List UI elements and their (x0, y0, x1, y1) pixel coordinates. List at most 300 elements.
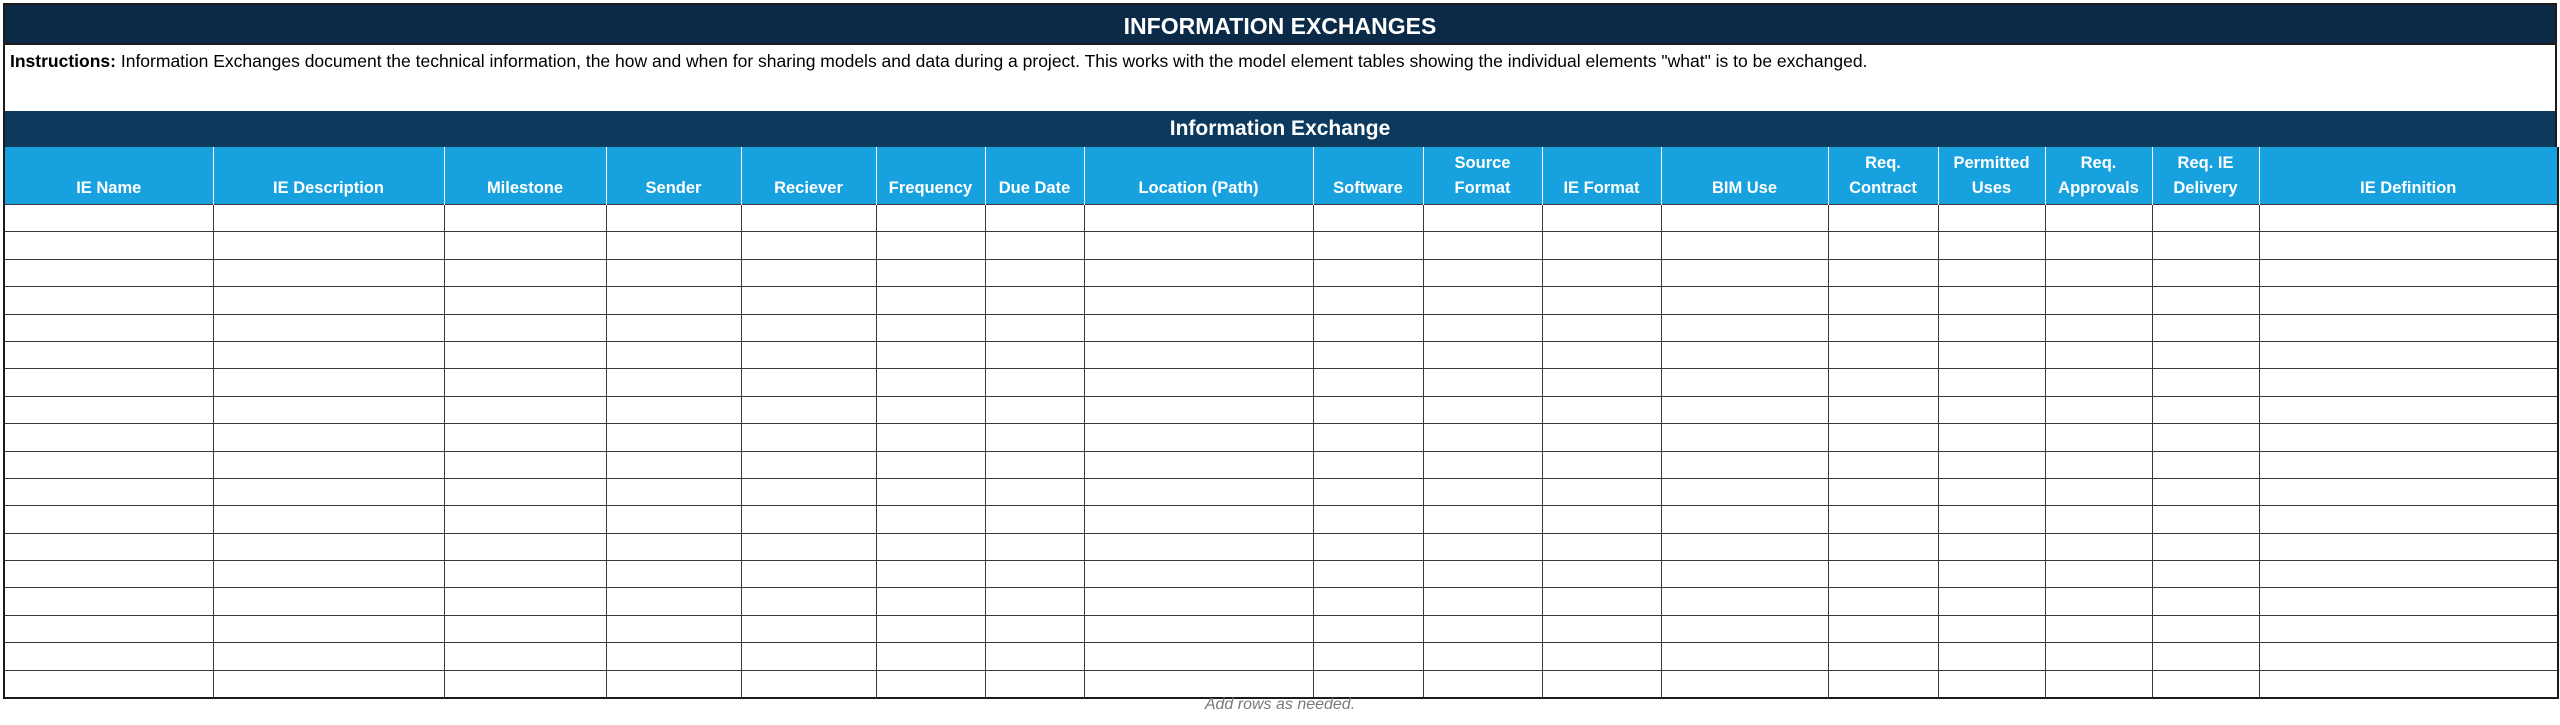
table-cell[interactable] (4, 561, 213, 588)
table-cell[interactable] (1938, 561, 2045, 588)
table-cell[interactable] (985, 424, 1084, 451)
table-cell[interactable] (2152, 369, 2259, 396)
table-cell[interactable] (1313, 561, 1423, 588)
table-cell[interactable] (4, 451, 213, 478)
table-cell[interactable] (606, 259, 741, 286)
table-cell[interactable] (741, 259, 876, 286)
table-cell[interactable] (2045, 205, 2152, 232)
table-cell[interactable] (876, 506, 985, 533)
table-cell[interactable] (4, 424, 213, 451)
table-cell[interactable] (1084, 341, 1313, 368)
table-cell[interactable] (1542, 588, 1661, 615)
table-cell[interactable] (2045, 478, 2152, 505)
table-cell[interactable] (213, 561, 444, 588)
table-cell[interactable] (2045, 424, 2152, 451)
table-cell[interactable] (2045, 232, 2152, 259)
table-cell[interactable] (741, 643, 876, 670)
table-cell[interactable] (2152, 205, 2259, 232)
table-cell[interactable] (876, 588, 985, 615)
table-cell[interactable] (2045, 259, 2152, 286)
table-cell[interactable] (1828, 588, 1938, 615)
table-cell[interactable] (1938, 232, 2045, 259)
table-cell[interactable] (1938, 341, 2045, 368)
table-cell[interactable] (985, 670, 1084, 698)
table-cell[interactable] (876, 232, 985, 259)
table-cell[interactable] (1828, 670, 1938, 698)
table-cell[interactable] (1938, 451, 2045, 478)
table-cell[interactable] (1542, 341, 1661, 368)
table-cell[interactable] (444, 314, 606, 341)
table-cell[interactable] (1938, 506, 2045, 533)
table-cell[interactable] (2045, 643, 2152, 670)
table-cell[interactable] (876, 670, 985, 698)
table-cell[interactable] (1313, 287, 1423, 314)
table-cell[interactable] (1661, 396, 1828, 423)
table-cell[interactable] (2259, 506, 2558, 533)
table-cell[interactable] (2045, 314, 2152, 341)
table-cell[interactable] (1661, 341, 1828, 368)
table-cell[interactable] (2045, 506, 2152, 533)
table-cell[interactable] (2152, 341, 2259, 368)
table-cell[interactable] (1661, 369, 1828, 396)
table-cell[interactable] (213, 478, 444, 505)
table-cell[interactable] (213, 341, 444, 368)
table-cell[interactable] (1084, 506, 1313, 533)
table-cell[interactable] (606, 287, 741, 314)
table-cell[interactable] (213, 396, 444, 423)
table-cell[interactable] (985, 341, 1084, 368)
table-cell[interactable] (1423, 287, 1542, 314)
table-cell[interactable] (985, 588, 1084, 615)
table-cell[interactable] (1423, 478, 1542, 505)
table-cell[interactable] (444, 287, 606, 314)
table-cell[interactable] (1938, 615, 2045, 642)
table-cell[interactable] (213, 314, 444, 341)
table-cell[interactable] (213, 259, 444, 286)
table-cell[interactable] (1542, 314, 1661, 341)
table-cell[interactable] (741, 314, 876, 341)
table-cell[interactable] (213, 670, 444, 698)
table-cell[interactable] (1661, 314, 1828, 341)
table-cell[interactable] (4, 287, 213, 314)
table-cell[interactable] (2152, 314, 2259, 341)
table-cell[interactable] (213, 424, 444, 451)
table-cell[interactable] (2152, 588, 2259, 615)
table-cell[interactable] (606, 424, 741, 451)
table-cell[interactable] (1542, 478, 1661, 505)
table-cell[interactable] (1084, 424, 1313, 451)
table-cell[interactable] (741, 615, 876, 642)
table-cell[interactable] (985, 561, 1084, 588)
table-cell[interactable] (2045, 561, 2152, 588)
table-cell[interactable] (213, 232, 444, 259)
table-cell[interactable] (444, 369, 606, 396)
table-cell[interactable] (1938, 643, 2045, 670)
table-cell[interactable] (985, 615, 1084, 642)
table-cell[interactable] (1084, 287, 1313, 314)
table-cell[interactable] (2152, 506, 2259, 533)
table-cell[interactable] (1938, 478, 2045, 505)
table-cell[interactable] (741, 205, 876, 232)
table-cell[interactable] (2045, 615, 2152, 642)
table-cell[interactable] (2152, 424, 2259, 451)
table-cell[interactable] (606, 232, 741, 259)
table-cell[interactable] (1542, 232, 1661, 259)
table-cell[interactable] (2259, 369, 2558, 396)
table-cell[interactable] (1084, 615, 1313, 642)
table-cell[interactable] (1938, 670, 2045, 698)
table-cell[interactable] (606, 451, 741, 478)
table-cell[interactable] (741, 533, 876, 560)
table-cell[interactable] (1423, 643, 1542, 670)
table-cell[interactable] (1542, 369, 1661, 396)
table-cell[interactable] (1661, 287, 1828, 314)
table-cell[interactable] (985, 259, 1084, 286)
table-cell[interactable] (213, 506, 444, 533)
table-cell[interactable] (606, 588, 741, 615)
table-cell[interactable] (1661, 643, 1828, 670)
table-cell[interactable] (2045, 670, 2152, 698)
table-cell[interactable] (1828, 341, 1938, 368)
table-cell[interactable] (876, 259, 985, 286)
table-cell[interactable] (2259, 341, 2558, 368)
table-cell[interactable] (2259, 424, 2558, 451)
table-cell[interactable] (4, 314, 213, 341)
table-cell[interactable] (1084, 451, 1313, 478)
table-cell[interactable] (2259, 205, 2558, 232)
table-cell[interactable] (4, 232, 213, 259)
table-cell[interactable] (213, 287, 444, 314)
table-cell[interactable] (1084, 259, 1313, 286)
table-cell[interactable] (985, 396, 1084, 423)
table-cell[interactable] (1828, 424, 1938, 451)
table-cell[interactable] (1661, 451, 1828, 478)
table-cell[interactable] (1313, 643, 1423, 670)
table-cell[interactable] (4, 670, 213, 698)
table-cell[interactable] (876, 341, 985, 368)
table-cell[interactable] (4, 643, 213, 670)
table-cell[interactable] (2259, 259, 2558, 286)
table-cell[interactable] (1828, 232, 1938, 259)
table-cell[interactable] (606, 314, 741, 341)
table-cell[interactable] (1313, 341, 1423, 368)
table-cell[interactable] (1542, 287, 1661, 314)
table-cell[interactable] (444, 205, 606, 232)
table-cell[interactable] (606, 643, 741, 670)
table-cell[interactable] (876, 451, 985, 478)
table-cell[interactable] (213, 615, 444, 642)
table-cell[interactable] (444, 232, 606, 259)
table-cell[interactable] (876, 643, 985, 670)
table-cell[interactable] (2152, 232, 2259, 259)
table-cell[interactable] (444, 643, 606, 670)
table-cell[interactable] (2259, 615, 2558, 642)
table-cell[interactable] (1313, 314, 1423, 341)
table-cell[interactable] (1542, 424, 1661, 451)
table-cell[interactable] (2045, 396, 2152, 423)
table-cell[interactable] (876, 369, 985, 396)
table-cell[interactable] (1423, 533, 1542, 560)
table-cell[interactable] (1084, 561, 1313, 588)
table-cell[interactable] (2045, 341, 2152, 368)
table-cell[interactable] (2152, 287, 2259, 314)
table-cell[interactable] (1828, 506, 1938, 533)
table-cell[interactable] (606, 670, 741, 698)
table-cell[interactable] (4, 588, 213, 615)
table-cell[interactable] (2152, 533, 2259, 560)
table-cell[interactable] (2259, 478, 2558, 505)
table-cell[interactable] (1423, 205, 1542, 232)
table-cell[interactable] (2045, 451, 2152, 478)
table-cell[interactable] (1084, 533, 1313, 560)
table-cell[interactable] (606, 205, 741, 232)
table-cell[interactable] (1542, 259, 1661, 286)
table-cell[interactable] (444, 259, 606, 286)
table-cell[interactable] (1084, 369, 1313, 396)
table-cell[interactable] (1938, 396, 2045, 423)
table-cell[interactable] (1828, 451, 1938, 478)
table-cell[interactable] (1084, 396, 1313, 423)
table-cell[interactable] (741, 478, 876, 505)
table-cell[interactable] (1828, 205, 1938, 232)
table-cell[interactable] (985, 287, 1084, 314)
table-cell[interactable] (2259, 451, 2558, 478)
table-cell[interactable] (606, 615, 741, 642)
table-cell[interactable] (2259, 396, 2558, 423)
table-cell[interactable] (876, 205, 985, 232)
table-cell[interactable] (1423, 232, 1542, 259)
table-cell[interactable] (1542, 506, 1661, 533)
table-cell[interactable] (1542, 451, 1661, 478)
table-cell[interactable] (985, 533, 1084, 560)
table-cell[interactable] (444, 396, 606, 423)
table-cell[interactable] (4, 533, 213, 560)
table-cell[interactable] (2259, 588, 2558, 615)
table-cell[interactable] (444, 478, 606, 505)
table-cell[interactable] (606, 396, 741, 423)
table-cell[interactable] (1938, 533, 2045, 560)
table-cell[interactable] (741, 396, 876, 423)
table-cell[interactable] (1661, 205, 1828, 232)
table-cell[interactable] (1313, 232, 1423, 259)
table-cell[interactable] (2259, 232, 2558, 259)
table-cell[interactable] (2259, 533, 2558, 560)
table-cell[interactable] (213, 533, 444, 560)
table-cell[interactable] (1542, 533, 1661, 560)
table-cell[interactable] (1542, 396, 1661, 423)
table-cell[interactable] (985, 478, 1084, 505)
table-cell[interactable] (1661, 478, 1828, 505)
table-cell[interactable] (4, 396, 213, 423)
table-cell[interactable] (985, 451, 1084, 478)
table-cell[interactable] (1313, 451, 1423, 478)
table-cell[interactable] (606, 478, 741, 505)
table-cell[interactable] (1313, 205, 1423, 232)
table-cell[interactable] (985, 506, 1084, 533)
table-cell[interactable] (876, 287, 985, 314)
table-cell[interactable] (2152, 643, 2259, 670)
table-cell[interactable] (741, 506, 876, 533)
table-cell[interactable] (444, 506, 606, 533)
table-cell[interactable] (213, 205, 444, 232)
table-cell[interactable] (4, 615, 213, 642)
table-cell[interactable] (741, 451, 876, 478)
table-cell[interactable] (876, 615, 985, 642)
table-cell[interactable] (2259, 643, 2558, 670)
table-cell[interactable] (606, 341, 741, 368)
table-cell[interactable] (876, 561, 985, 588)
table-cell[interactable] (1542, 643, 1661, 670)
table-cell[interactable] (1313, 424, 1423, 451)
table-cell[interactable] (444, 561, 606, 588)
table-cell[interactable] (1938, 259, 2045, 286)
table-cell[interactable] (876, 478, 985, 505)
table-cell[interactable] (1828, 643, 1938, 670)
table-cell[interactable] (1661, 506, 1828, 533)
table-cell[interactable] (2152, 451, 2259, 478)
table-cell[interactable] (741, 670, 876, 698)
table-cell[interactable] (1423, 615, 1542, 642)
table-cell[interactable] (1661, 533, 1828, 560)
table-cell[interactable] (876, 396, 985, 423)
table-cell[interactable] (741, 287, 876, 314)
table-cell[interactable] (606, 506, 741, 533)
table-cell[interactable] (606, 561, 741, 588)
table-cell[interactable] (1828, 369, 1938, 396)
table-cell[interactable] (2152, 561, 2259, 588)
table-cell[interactable] (1423, 561, 1542, 588)
table-cell[interactable] (1661, 561, 1828, 588)
table-cell[interactable] (444, 451, 606, 478)
table-cell[interactable] (1938, 314, 2045, 341)
table-cell[interactable] (1661, 588, 1828, 615)
table-cell[interactable] (606, 369, 741, 396)
table-cell[interactable] (1313, 533, 1423, 560)
table-cell[interactable] (1313, 369, 1423, 396)
table-cell[interactable] (1661, 670, 1828, 698)
table-cell[interactable] (1938, 287, 2045, 314)
table-cell[interactable] (2045, 588, 2152, 615)
table-cell[interactable] (741, 424, 876, 451)
table-cell[interactable] (1938, 205, 2045, 232)
table-cell[interactable] (2259, 670, 2558, 698)
table-cell[interactable] (1313, 259, 1423, 286)
table-cell[interactable] (1828, 561, 1938, 588)
table-cell[interactable] (2152, 259, 2259, 286)
table-cell[interactable] (2152, 478, 2259, 505)
table-cell[interactable] (1084, 314, 1313, 341)
table-cell[interactable] (1313, 396, 1423, 423)
table-cell[interactable] (2045, 533, 2152, 560)
table-cell[interactable] (741, 561, 876, 588)
table-cell[interactable] (2152, 670, 2259, 698)
table-cell[interactable] (1423, 341, 1542, 368)
table-cell[interactable] (213, 588, 444, 615)
table-cell[interactable] (1423, 506, 1542, 533)
table-cell[interactable] (985, 232, 1084, 259)
table-cell[interactable] (985, 205, 1084, 232)
table-cell[interactable] (444, 533, 606, 560)
table-cell[interactable] (213, 643, 444, 670)
table-cell[interactable] (1423, 314, 1542, 341)
table-cell[interactable] (2152, 615, 2259, 642)
table-cell[interactable] (985, 314, 1084, 341)
table-cell[interactable] (4, 259, 213, 286)
table-cell[interactable] (876, 424, 985, 451)
table-cell[interactable] (1828, 533, 1938, 560)
table-cell[interactable] (2045, 287, 2152, 314)
table-cell[interactable] (213, 451, 444, 478)
table-cell[interactable] (1661, 424, 1828, 451)
table-cell[interactable] (1661, 232, 1828, 259)
table-cell[interactable] (444, 588, 606, 615)
table-cell[interactable] (213, 369, 444, 396)
table-cell[interactable] (1313, 670, 1423, 698)
table-cell[interactable] (2259, 561, 2558, 588)
table-cell[interactable] (1423, 670, 1542, 698)
table-cell[interactable] (1828, 396, 1938, 423)
table-cell[interactable] (876, 314, 985, 341)
table-cell[interactable] (1938, 588, 2045, 615)
table-cell[interactable] (1313, 615, 1423, 642)
table-cell[interactable] (444, 424, 606, 451)
table-cell[interactable] (1542, 670, 1661, 698)
table-cell[interactable] (1828, 287, 1938, 314)
table-cell[interactable] (1828, 478, 1938, 505)
table-cell[interactable] (1423, 369, 1542, 396)
table-cell[interactable] (1828, 259, 1938, 286)
table-cell[interactable] (1423, 588, 1542, 615)
table-cell[interactable] (1542, 615, 1661, 642)
table-cell[interactable] (1084, 232, 1313, 259)
table-cell[interactable] (4, 478, 213, 505)
table-cell[interactable] (1542, 205, 1661, 232)
table-cell[interactable] (1423, 396, 1542, 423)
table-cell[interactable] (444, 341, 606, 368)
table-cell[interactable] (1661, 259, 1828, 286)
table-cell[interactable] (1313, 506, 1423, 533)
table-cell[interactable] (2259, 314, 2558, 341)
table-cell[interactable] (444, 615, 606, 642)
table-cell[interactable] (1423, 259, 1542, 286)
table-cell[interactable] (1084, 478, 1313, 505)
table-cell[interactable] (1828, 314, 1938, 341)
table-cell[interactable] (985, 369, 1084, 396)
table-cell[interactable] (4, 369, 213, 396)
table-cell[interactable] (741, 341, 876, 368)
table-cell[interactable] (741, 369, 876, 396)
table-cell[interactable] (1938, 369, 2045, 396)
table-cell[interactable] (1828, 615, 1938, 642)
table-cell[interactable] (1313, 588, 1423, 615)
table-cell[interactable] (876, 533, 985, 560)
table-cell[interactable] (741, 588, 876, 615)
table-cell[interactable] (444, 670, 606, 698)
table-cell[interactable] (741, 232, 876, 259)
table-cell[interactable] (2259, 287, 2558, 314)
table-cell[interactable] (606, 533, 741, 560)
table-cell[interactable] (1084, 205, 1313, 232)
table-cell[interactable] (1423, 424, 1542, 451)
table-cell[interactable] (4, 205, 213, 232)
table-cell[interactable] (1084, 643, 1313, 670)
table-cell[interactable] (4, 506, 213, 533)
table-cell[interactable] (1661, 615, 1828, 642)
table-cell[interactable] (2045, 369, 2152, 396)
table-cell[interactable] (2152, 396, 2259, 423)
table-cell[interactable] (1313, 478, 1423, 505)
table-cell[interactable] (4, 341, 213, 368)
